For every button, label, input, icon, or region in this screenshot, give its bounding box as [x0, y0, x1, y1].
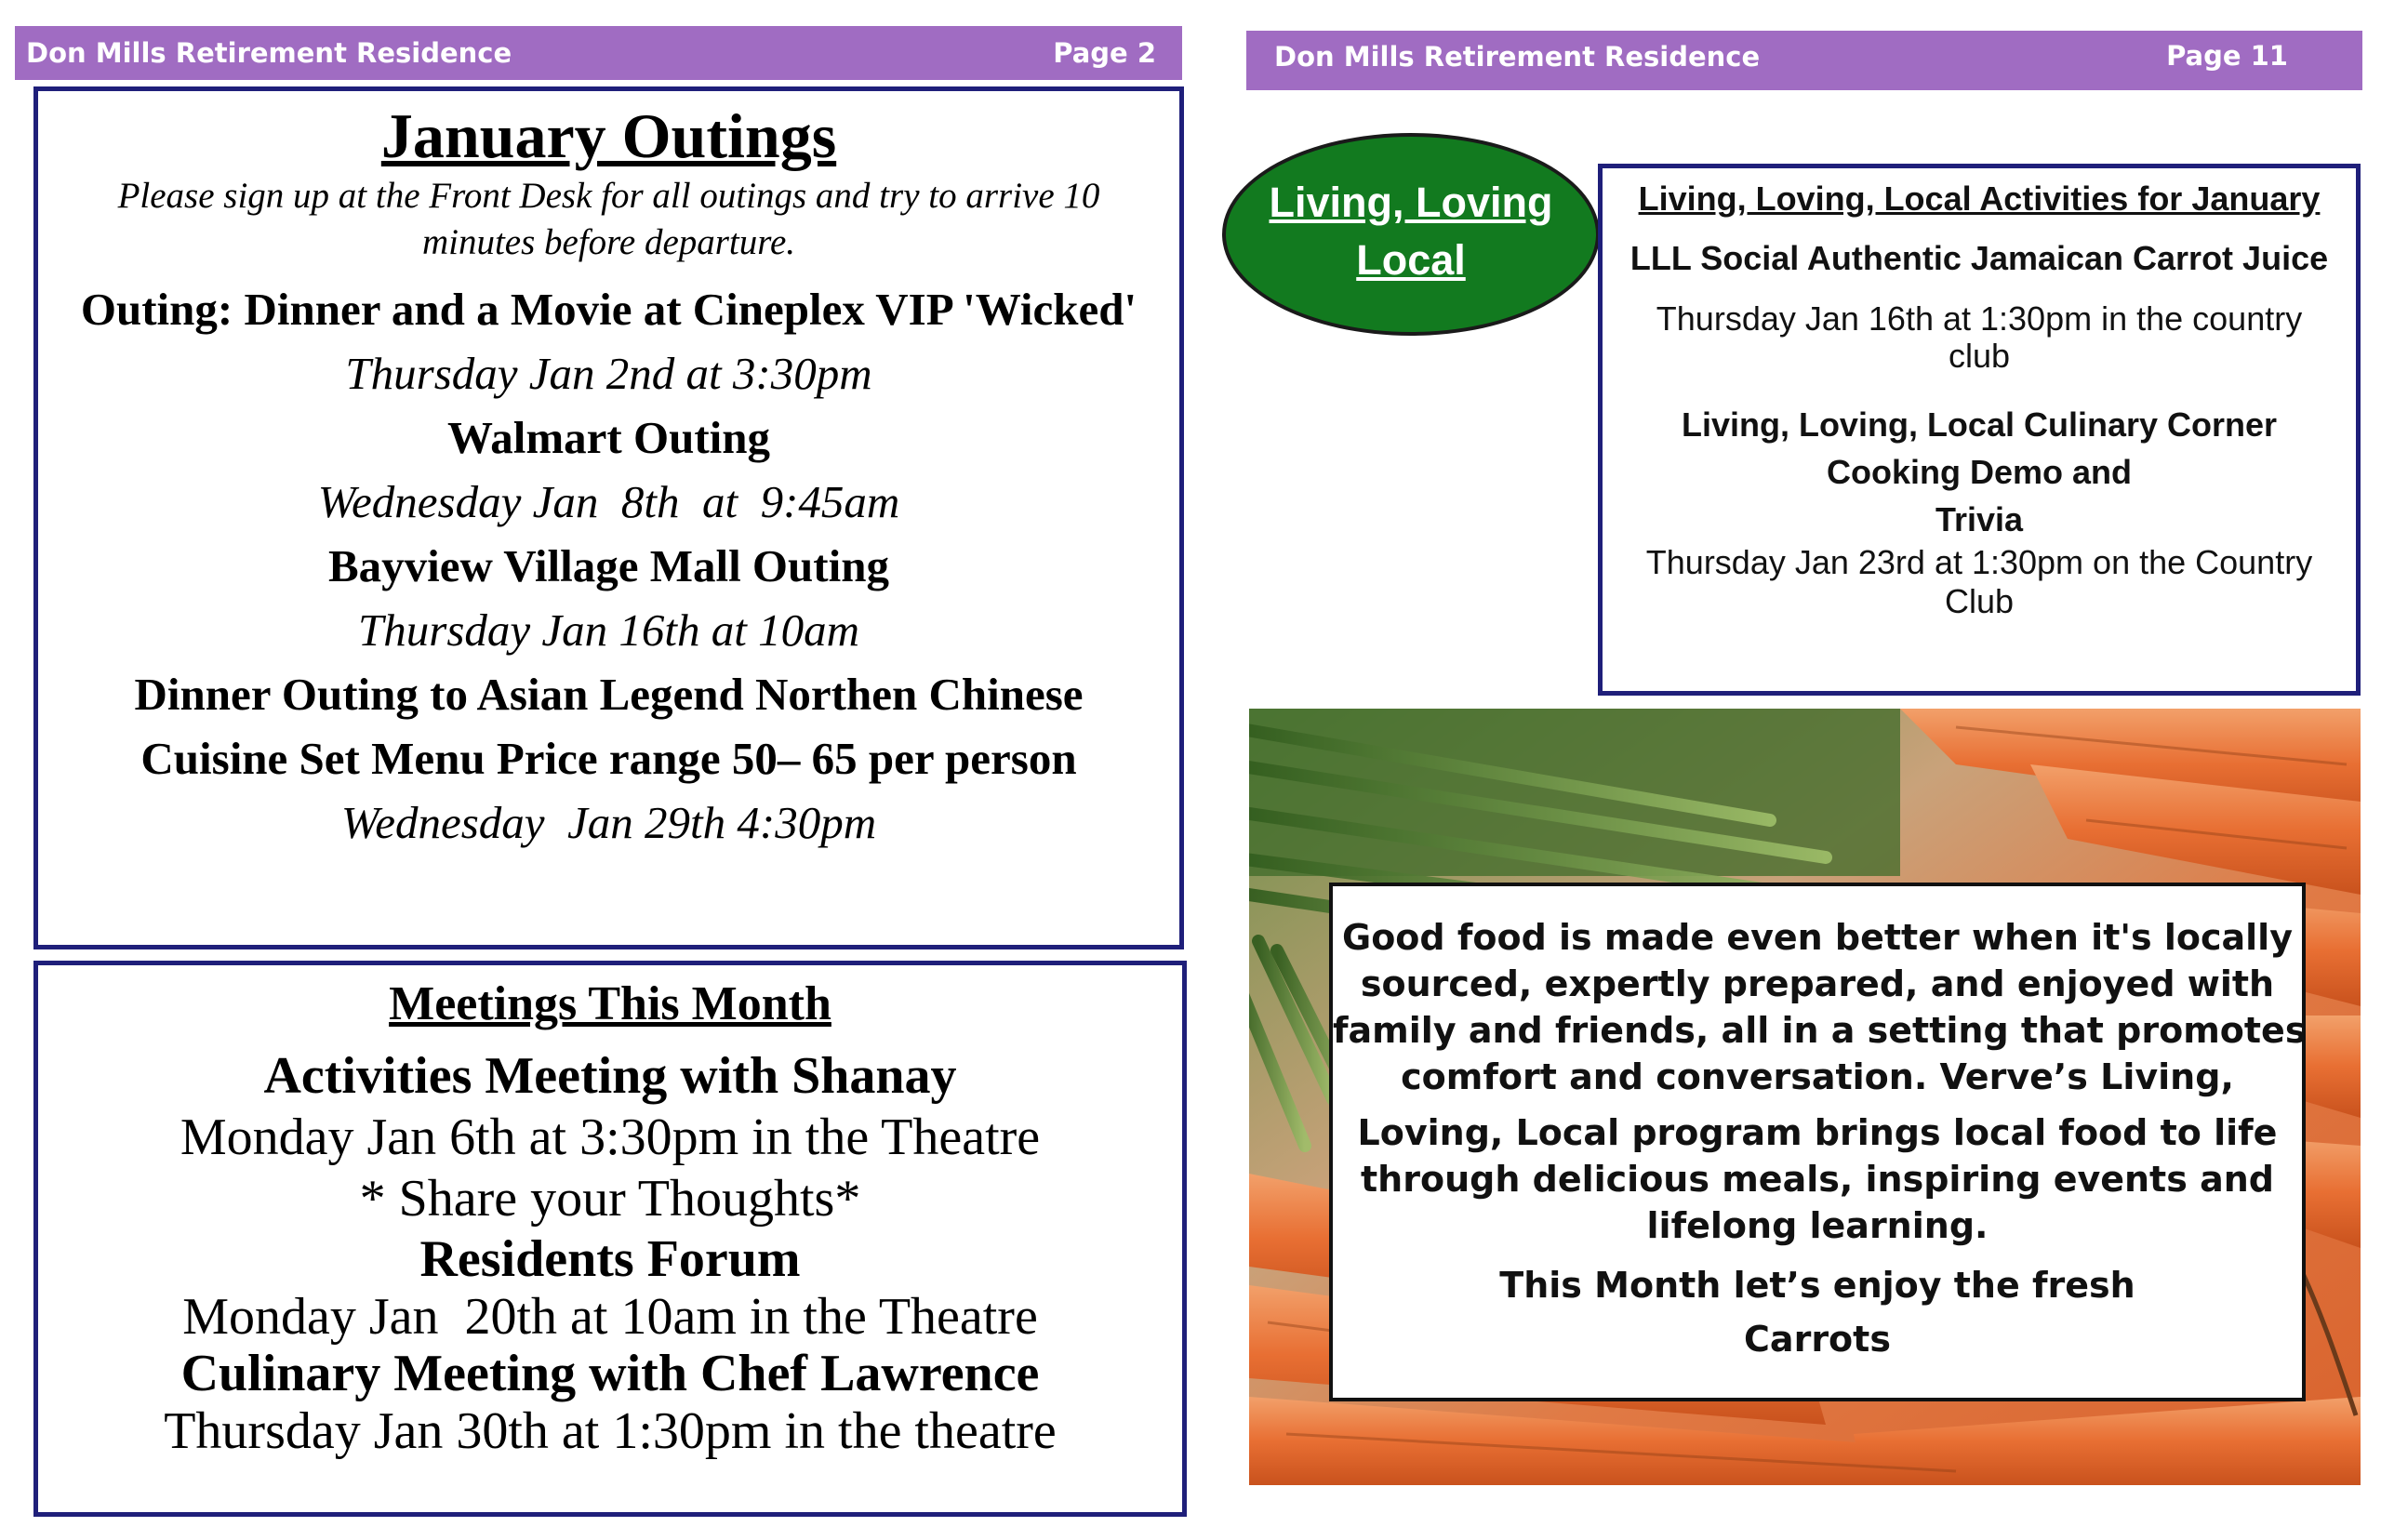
right-header-title: Don Mills Retirement Residence	[1274, 41, 1761, 73]
promo-line5: Loving, Local program brings local food to life	[1357, 1112, 2278, 1153]
outing-3-name: Bayview Village Mall Outing	[328, 540, 889, 591]
activity-1-when-line1: Thursday Jan 16th at 1:30pm in the country	[1656, 299, 2303, 338]
meeting-1-when: Monday Jan 6th at 3:30pm in the Theatre	[180, 1109, 1041, 1166]
promo-line2: sourced, expertly prepared, and enjoyed with	[1360, 963, 2275, 1004]
outings-title: January Outings	[380, 100, 837, 171]
promo-line8: This Month let’s enjoy the fresh	[1499, 1265, 2135, 1306]
meeting-3-when: Thursday Jan 30th at 1:30pm in the theatre	[164, 1402, 1057, 1460]
meetings-box	[33, 961, 1187, 1517]
outing-1-when: Thursday Jan 2nd at 3:30pm	[345, 348, 872, 399]
activity-2-when-line1: Thursday Jan 23rd at 1:30pm on the Country	[1645, 543, 2313, 581]
activity-2-name-line3: Trivia	[1935, 500, 2024, 538]
activity-2-name-line2: Cooking Demo and	[1826, 453, 2132, 491]
right-header-page-number: Page 11	[2166, 40, 2288, 72]
promo-line4: comfort and conversation. Verve’s Living,	[1401, 1056, 2234, 1097]
meeting-1-note: * Share your Thoughts*	[359, 1170, 861, 1228]
local-food-promo-box	[1329, 883, 2306, 1401]
outing-2-when: Wednesday Jan 8th at 9:45am	[317, 476, 900, 527]
badge-line2: Local	[1356, 236, 1466, 284]
meeting-1-name: Activities Meeting with Shanay	[263, 1047, 957, 1105]
outing-3-when: Thursday Jan 16th at 10am	[358, 604, 859, 656]
outings-intro-line2: minutes before departure.	[421, 222, 796, 262]
activity-2-name-line1: Living, Loving, Local Culinary Corner	[1681, 405, 2278, 444]
outing-1-name: Outing: Dinner and a Movie at Cineplex VIP 'Wicked'	[80, 284, 1137, 335]
activity-1-name: LLL Social Authentic Jamaican Carrot Juice	[1629, 239, 2329, 277]
meeting-3-name: Culinary Meeting with Chef Lawrence	[180, 1345, 1040, 1402]
activity-2-when-line2: Club	[1944, 582, 2015, 620]
promo-line7: lifelong learning.	[1646, 1205, 1989, 1246]
january-outings-box	[33, 86, 1184, 949]
promo-line1: Good food is made even better when it's locally	[1342, 917, 2293, 958]
left-header-title: Don Mills Retirement Residence	[26, 37, 512, 69]
meeting-2-when: Monday Jan 20th at 10am in the Theatre	[182, 1288, 1038, 1346]
promo-line9: Carrots	[1744, 1319, 1891, 1360]
outing-4-name-line1: Dinner Outing to Asian Legend Northen Chinese	[134, 669, 1084, 720]
outing-2-name: Walmart Outing	[446, 412, 771, 463]
outing-4-name-line2: Cuisine Set Menu Price range 50– 65 per person	[140, 733, 1077, 784]
living-loving-local-badge	[1222, 133, 1600, 336]
outings-intro-line1: Please sign up at the Front Desk for all outings and try to arrive 10	[117, 176, 1100, 216]
lll-activities-box	[1598, 164, 2361, 696]
meeting-2-name: Residents Forum	[419, 1230, 801, 1288]
badge-line1: Living, Loving	[1269, 179, 1553, 226]
promo-line3: family and friends, all in a setting that promotes	[1333, 1010, 2307, 1051]
right-page-header	[1246, 31, 2362, 90]
activity-1-when-line2: club	[1948, 337, 2011, 375]
left-header-page-number: Page 2	[1053, 37, 1156, 69]
activities-title: Living, Loving, Local Activities for January	[1638, 179, 2321, 218]
outing-4-when: Wednesday Jan 29th 4:30pm	[340, 797, 877, 848]
meetings-title: Meetings This Month	[389, 977, 831, 1030]
left-page-header	[15, 26, 1182, 80]
promo-line6: through delicious meals, inspiring events and	[1361, 1159, 2274, 1200]
